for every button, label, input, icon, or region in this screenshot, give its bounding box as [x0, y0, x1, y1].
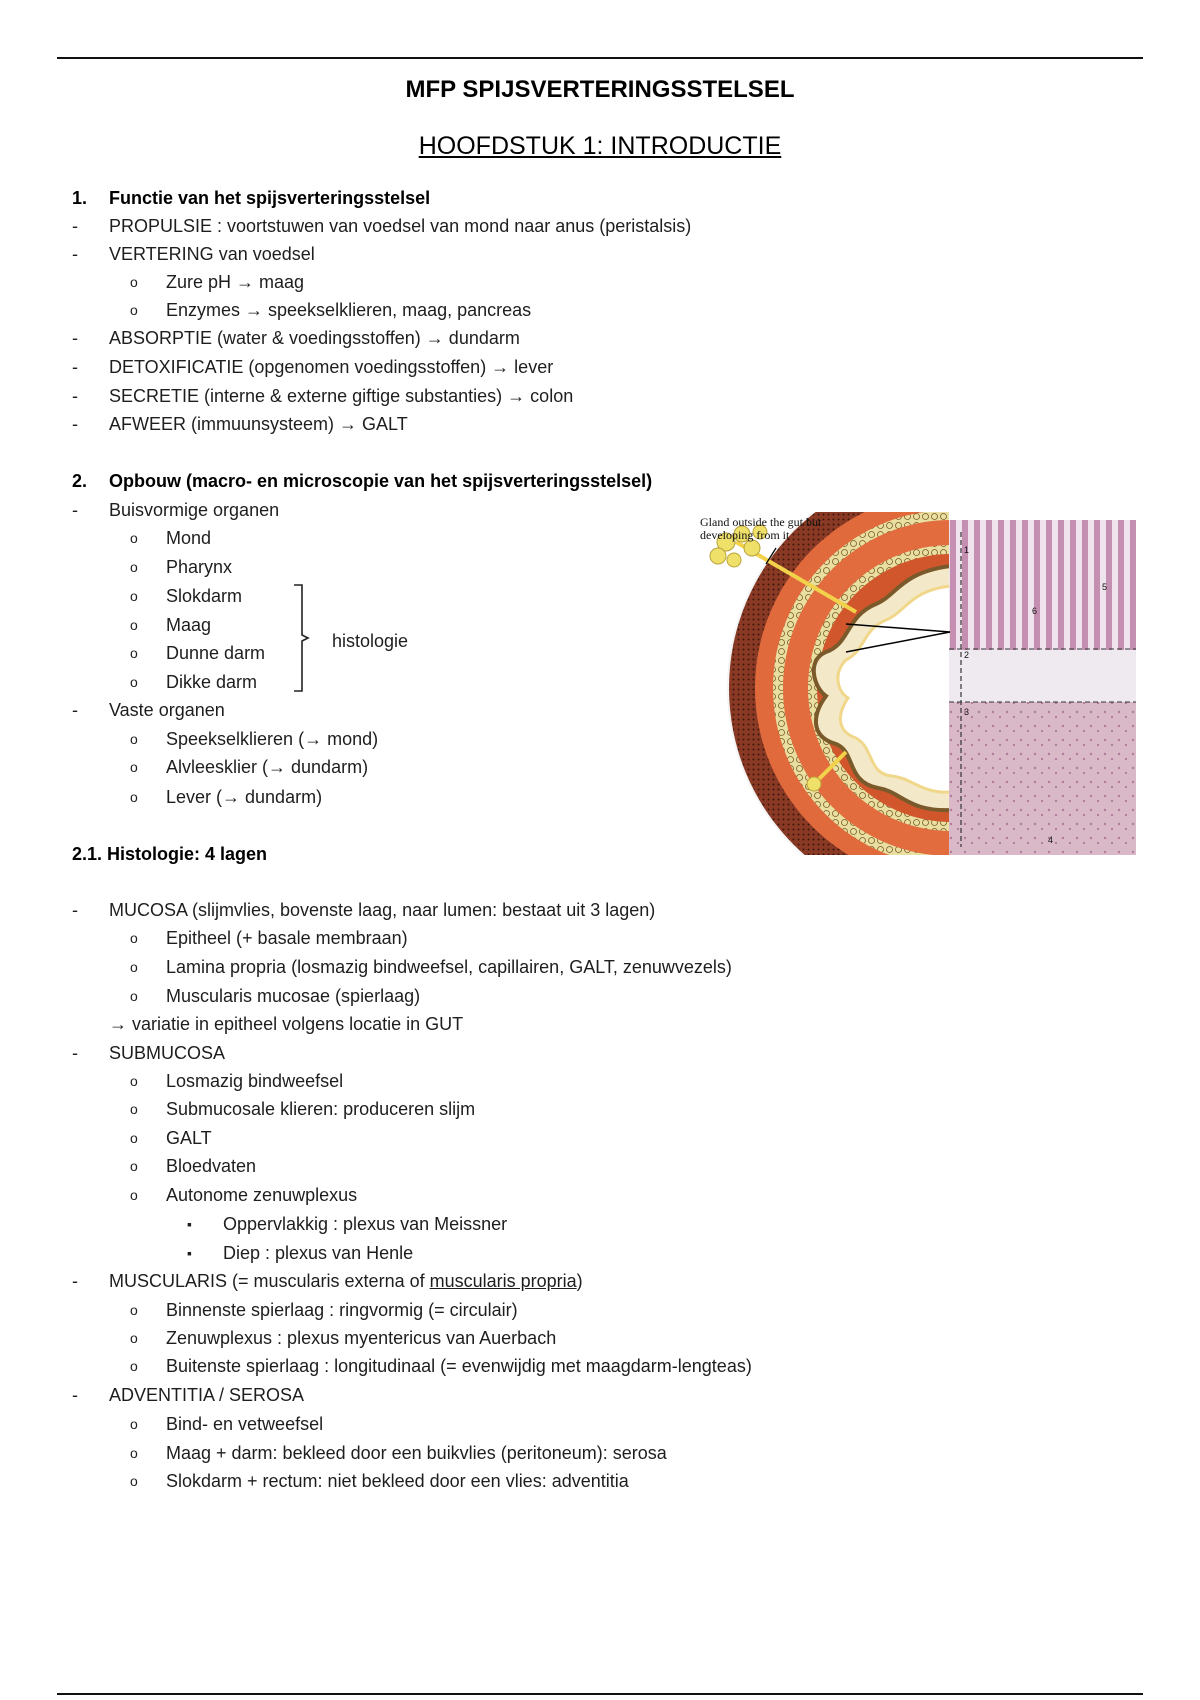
circle-bullet: o	[130, 1073, 138, 1089]
dash-bullet: -	[72, 700, 78, 720]
dash-bullet: -	[72, 357, 78, 377]
circle-bullet: o	[130, 588, 138, 604]
underlined-term: muscularis propria	[429, 1271, 577, 1291]
circle-bullet: o	[130, 617, 138, 633]
dash-bullet: -	[72, 216, 78, 236]
circle-bullet: o	[130, 559, 138, 575]
gut-wall-figure	[696, 512, 1136, 855]
dash-bullet: -	[72, 1385, 78, 1405]
layer-number: 6	[1032, 606, 1038, 616]
dash-bullet: -	[72, 500, 78, 520]
figure-caption: Gland outside the gut but developing from it	[700, 515, 822, 542]
section-title: Functie van het spijsverteringsstelsel	[109, 188, 431, 208]
document-title: MFP SPIJSVERTERINGSSTELSEL	[405, 76, 795, 103]
circle-bullet: o	[130, 1358, 138, 1374]
dash-bullet: -	[72, 414, 78, 434]
circle-bullet: o	[130, 1130, 138, 1146]
histology-micrograph	[949, 520, 1136, 855]
layer-number: 4	[1048, 835, 1054, 845]
dash-bullet: -	[72, 900, 78, 920]
dash-bullet: -	[72, 1271, 78, 1291]
circle-bullet: o	[130, 1445, 138, 1461]
circle-bullet: o	[130, 645, 138, 661]
bottom-rule	[57, 1693, 1143, 1695]
section-title: Opbouw (macro- en microscopie van het spijsverteringsstelsel)	[109, 471, 653, 491]
top-rule	[57, 57, 1143, 59]
circle-bullet: o	[130, 530, 138, 546]
chapter-heading: HOOFDSTUK 1: INTRODUCTIE	[418, 132, 782, 160]
layer-number: 5	[1102, 582, 1108, 592]
layer-number: 3	[964, 707, 970, 717]
circle-bullet: o	[130, 1473, 138, 1489]
layer-number: 2	[964, 650, 970, 660]
dash-bullet: -	[72, 328, 78, 348]
circle-bullet: o	[130, 1101, 138, 1117]
circle-bullet: o	[130, 1302, 138, 1318]
circle-bullet: o	[130, 988, 138, 1004]
dash-bullet: -	[72, 386, 78, 406]
circle-bullet: o	[130, 959, 138, 975]
circle-bullet: o	[130, 302, 138, 318]
circle-bullet: o	[130, 274, 138, 290]
square-bullet: ▪	[187, 1216, 192, 1232]
circle-bullet: o	[130, 1158, 138, 1174]
layer-number: 1	[964, 545, 970, 555]
circle-bullet: o	[130, 674, 138, 690]
section-number: 1.	[72, 188, 88, 208]
circle-bullet: o	[130, 731, 138, 747]
circle-bullet: o	[130, 759, 138, 775]
circle-bullet: o	[130, 1416, 138, 1432]
circle-bullet: o	[130, 789, 138, 805]
section-number: 2.	[72, 471, 88, 491]
square-bullet: ▪	[187, 1245, 192, 1261]
brace-icon	[292, 583, 310, 693]
circle-bullet: o	[130, 930, 138, 946]
dash-bullet: -	[72, 244, 78, 264]
section-title: 2.1. Histologie: 4 lagen	[72, 844, 268, 864]
circle-bullet: o	[130, 1330, 138, 1346]
brace-label: histologie	[332, 631, 409, 651]
dash-bullet: -	[72, 1043, 78, 1063]
circle-bullet: o	[130, 1187, 138, 1203]
